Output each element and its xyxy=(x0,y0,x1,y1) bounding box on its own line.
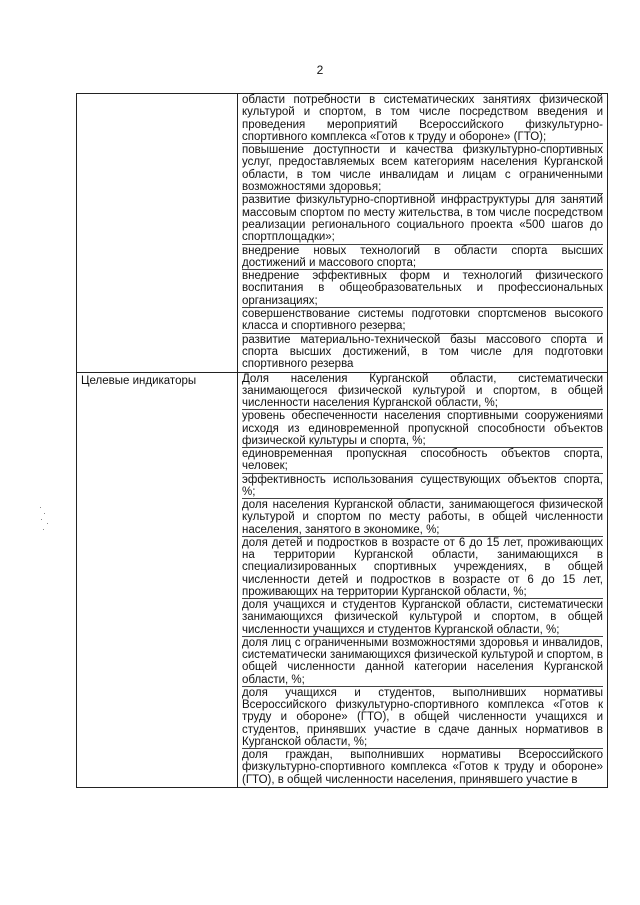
indicator-item: единовременная пропускная способность объектов спорта, человек; xyxy=(242,448,603,473)
indicator-item: уровень обеспеченности населения спортивными сооружениями исходя из единовременной пропускной способности объектов физической культуры и спорта, %; xyxy=(242,410,603,447)
table-row-tasks xyxy=(77,94,608,373)
task-item: внедрение эффективных форм и технологий физического воспитания в общеобразовательных и профессиональных организациях; xyxy=(242,270,603,307)
indicator-item: доля населения Курганской области, занимающегося физической культурой и спортом по месту работы, в общей численности населения, занятого в экономике, %; xyxy=(242,499,603,536)
task-item: совершенствование системы подготовки спортсменов высокого класса и спортивного резерва; xyxy=(242,308,603,333)
indicator-item: доля граждан, выполнивших нормативы Всероссийского физкультурно-спортивного комплекса «Готов к труду и обороне» (ГТО), в общей численности населения, принявшего участие в xyxy=(242,749,603,786)
program-passport-table xyxy=(76,93,608,788)
indicator-item: Доля населения Курганской области, систематически занимающегося физической культурой и спортом, в общей численности населения Курганской области, %; xyxy=(242,372,603,410)
task-item: развитие материально-технической базы массового спорта и спорта высших достижений, в том числе для подготовки спортивного резерва xyxy=(242,333,603,371)
task-item: повышение доступности и качества физкультурно-спортивных услуг, предоставляемых всем категориям населения Курганской области, в том числе инвалидам и лицам с ограниченными возможностями здоровья; xyxy=(242,144,603,194)
task-item: развитие физкультурно-спортивной инфраструктуры для занятий массовым спортом по месту жительства, в том числе посредством реализации регионального социального проекта «500 шагов до спортплощадки»; xyxy=(242,194,603,244)
row-content-tasks xyxy=(238,94,608,373)
row-content-indicators xyxy=(238,372,608,787)
task-item: области потребности в систематических занятиях физической культурой и спортом, в том числе посредством введения и проведения мероприятий Всероссийского физкультурно-спортивного комплекса «Готов к труду и обороне» (ГТО); xyxy=(242,94,603,143)
row-label-indicators: Целевые индикаторы xyxy=(77,372,238,787)
table-row-indicators xyxy=(77,372,608,787)
indicator-item: доля учащихся и студентов Курганской области, систематически занимающихся физической культурой и спортом, в общей численности учащихся и студентов Курганской области, %; xyxy=(242,599,603,636)
indicator-item: доля учащихся и студентов, выполнивших нормативы Всероссийского физкультурно-спортивного комплекса «Готов к труду и обороне» (ГТО), в общей численности учащихся и студентов, принявших участие в сдаче данных нормативов в Курганской области, %; xyxy=(242,686,603,748)
indicator-item: эффективность использования существующих объектов спорта, %; xyxy=(242,473,603,498)
page-number: 2 xyxy=(316,63,324,77)
row-label-empty xyxy=(77,94,238,373)
indicator-item: доля лиц с ограниченными возможностями здоровья и инвалидов, систематически занимающихся физической культурой и спортом, в общей численности данной категории населения Курганской области, %; xyxy=(242,636,603,686)
indicator-item: доля детей и подростков в возрасте от 6 до 15 лет, проживающих на территории Курганской области, занимающихся в специализированных спортивных учреждениях, в общей численности детей и подростков в возрасте от 6 до 15 лет, проживающих на территории Курганской области, %; xyxy=(242,536,603,598)
scan-speck-marks xyxy=(38,505,52,535)
task-item: внедрение новых технологий в области спорта высших достижений и массового спорта; xyxy=(242,244,603,269)
